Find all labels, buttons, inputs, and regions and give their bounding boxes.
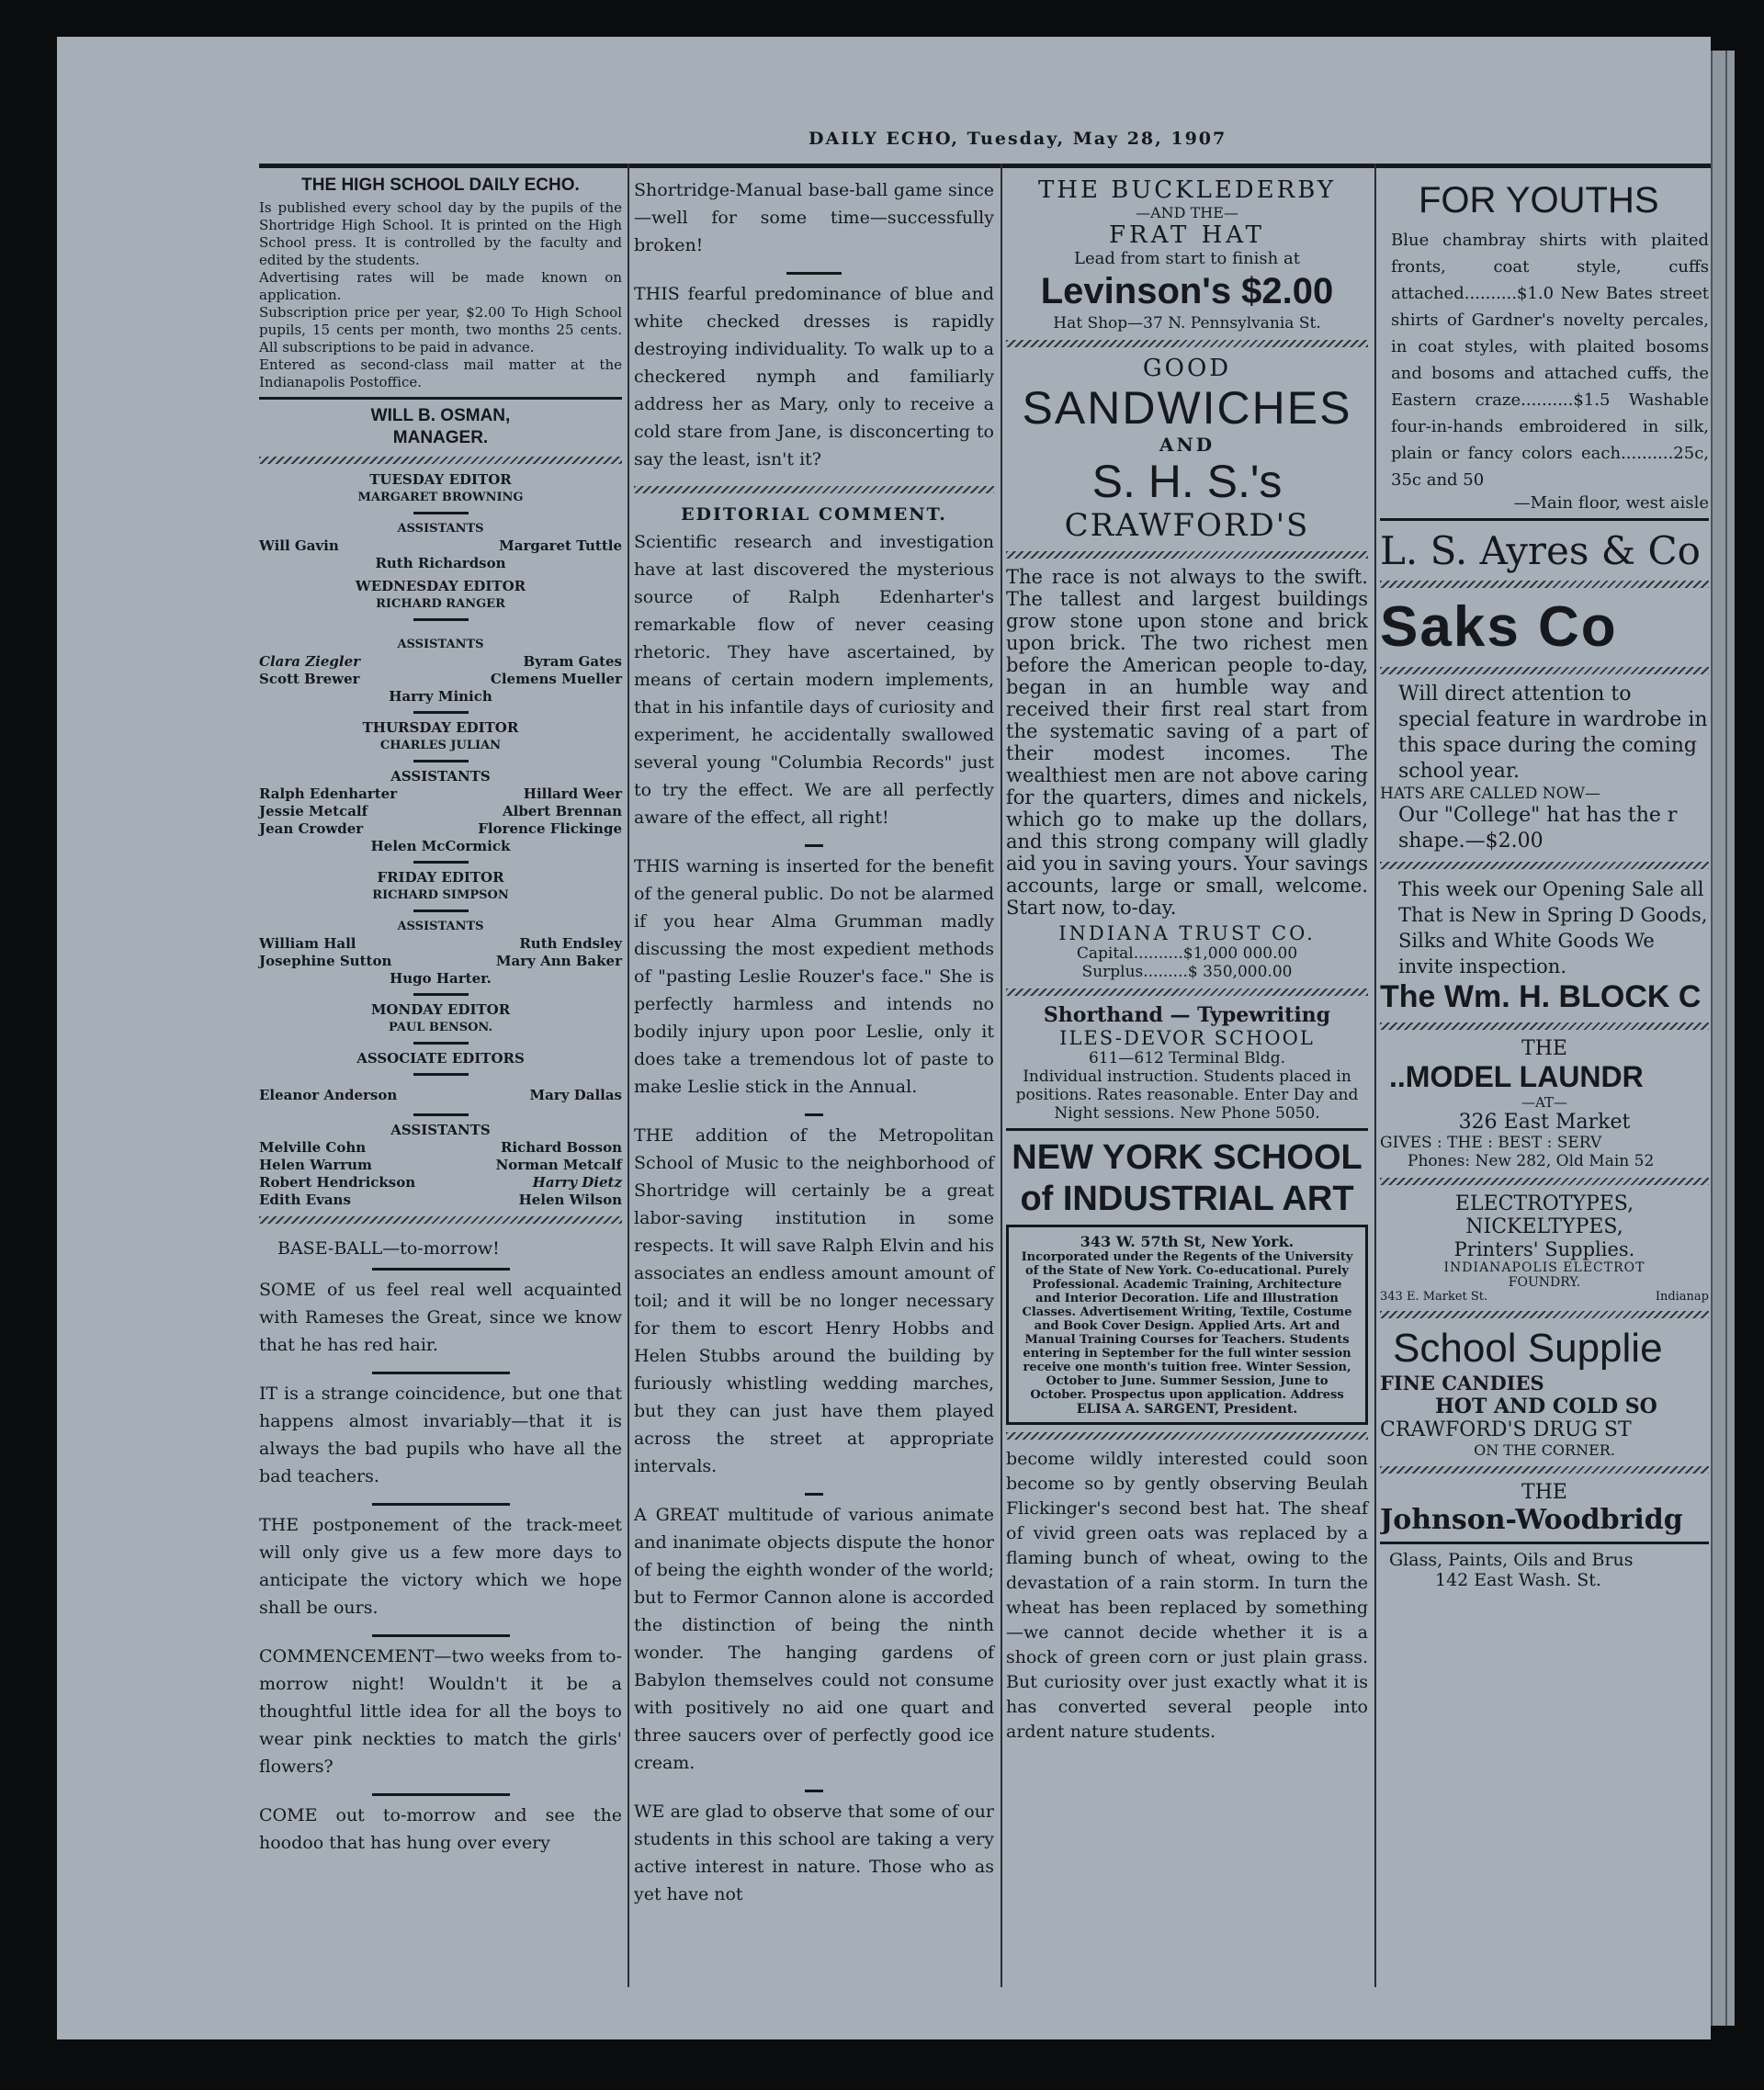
- divider: [1006, 989, 1368, 996]
- ad-text: ELECTROTYPES,: [1454, 1192, 1634, 1215]
- ad-title: S. H. S.'s: [1091, 456, 1283, 507]
- divider: [372, 1634, 510, 1637]
- ad-text: 326 East Market: [1458, 1111, 1631, 1134]
- column-3: [1006, 176, 1368, 1757]
- staff-name: Edith Evans: [259, 1192, 351, 1208]
- editor-name: CHARLES JULIAN: [379, 739, 502, 752]
- ad-title: Saks Co: [1380, 595, 1618, 659]
- staff-name: Clara Ziegler: [259, 653, 361, 670]
- divider: [1380, 1542, 1709, 1544]
- ad-title: INDIANA TRUST CO.: [1058, 922, 1316, 944]
- ad-text: THE: [1521, 1481, 1567, 1504]
- ad-text: Glass, Paints, Oils and Brus: [1389, 1550, 1634, 1570]
- column-4: [1380, 176, 1709, 1590]
- ad-title: THE BUCKLEDERBY: [1037, 176, 1337, 204]
- paragraph: A GREAT multitude of various animate and inanimate objects dispute the honor of being the eighth wonder of the world; but to Fermor Cannon alone is accorded the distinction of being the ninth wonder. The hanging gardens of Babylon themselves could not consume with positively no aid one quart and three saucers over of perfectly good ice cream.: [634, 1505, 994, 1773]
- assistants-heading: ASSISTANTS: [397, 920, 484, 933]
- staff-name: Mary Ann Baker: [495, 953, 622, 969]
- staff-name: Norman Metcalf: [495, 1157, 622, 1173]
- ad-text: —Main floor, west aisle: [1513, 493, 1709, 513]
- staff-name: Harry Dietz: [532, 1174, 622, 1191]
- divider: [805, 1790, 823, 1792]
- divider: [805, 1113, 823, 1116]
- ad-text: FINE CANDIES: [1380, 1372, 1544, 1395]
- divider: [413, 993, 469, 996]
- staff-name: Melville Cohn: [259, 1139, 367, 1156]
- staff-name: Robert Hendrickson: [259, 1174, 416, 1191]
- ad-title: FOR YOUTHS: [1419, 180, 1659, 220]
- ad-text: Surplus.........$ 350,000.00: [1081, 963, 1293, 981]
- page-edge: [1725, 51, 1735, 2026]
- divider: [259, 1216, 622, 1224]
- divider: [413, 1073, 469, 1076]
- paragraph: SOME of us feel real well acquainted with Rameses the Great, since we know that he has red hair.: [259, 1280, 622, 1355]
- paragraph: Shortridge-Manual base-ball game since—well for some time—successfully broken!: [634, 180, 994, 255]
- divider: [372, 1372, 510, 1374]
- ad-title: NEW YORK SCHOOL: [1012, 1138, 1363, 1177]
- ad-text: INDIANAPOLIS ELECTROT: [1443, 1260, 1645, 1275]
- divider: [413, 618, 469, 621]
- staff-name: Ruth Richardson: [375, 555, 506, 571]
- ad-text: THE: [1521, 1037, 1567, 1060]
- divider: [372, 1268, 510, 1271]
- staff-title: THE HIGH SCHOOL DAILY ECHO.: [301, 175, 580, 195]
- divider: [372, 1503, 510, 1506]
- column-1: [259, 176, 622, 1870]
- staff-name: Will Gavin: [259, 537, 339, 554]
- monday-editor-heading: MONDAY EDITOR: [370, 1001, 511, 1018]
- editorial-heading: EDITORIAL COMMENT.: [681, 504, 947, 525]
- ad-text: HATS ARE CALLED NOW—: [1380, 785, 1601, 803]
- divider: [1380, 581, 1709, 588]
- advert-text: Advertising rates will be made known on application.: [259, 269, 622, 303]
- ad-title: SANDWICHES: [1022, 382, 1352, 434]
- ad-text: GOOD: [1142, 355, 1232, 382]
- ad-text: NICKELTYPES,: [1465, 1215, 1623, 1238]
- ad-title: FRAT HAT: [1109, 221, 1265, 249]
- entered-text: Entered as second-class mail matter at the Indianapolis Postoffice.: [259, 356, 622, 390]
- divider: [413, 861, 469, 864]
- paragraph: THIS fearful predominance of blue and white checked dresses is rapidly destroying individuality. To walk up to a checkered nymph and familiarly address her as Mary, only to receive a cold stare from Jane, is disconcerting to say the least, isn't it?: [634, 284, 994, 469]
- column-2: [634, 176, 994, 1921]
- baseball-note: BASE-BALL—to-morrow!: [277, 1238, 500, 1259]
- manager-name: WILL B. OSMAN,: [370, 406, 511, 425]
- ad-text: Will direct attention to special feature in wardrobe in this space during the coming school year.: [1398, 683, 1708, 783]
- ad-title: School Supplie: [1393, 1326, 1663, 1371]
- ad-text: Our "College" hat has the r shape.—$2.00: [1398, 804, 1678, 853]
- ad-title: Johnson-Woodbridg: [1380, 1504, 1683, 1536]
- subscription-text: Subscription price per year, $2.00 To High School pupils, 15 cents per month, two months 25 cents. All subscriptions to be paid in advance.: [259, 304, 622, 356]
- ad-text: This week our Opening Sale all That is New in Spring D Goods, Silks and White Goods We invite inspection.: [1398, 878, 1708, 977]
- divider: [259, 457, 622, 464]
- ad-text: Incorporated under the Regents of the University of the State of New York. Co-educational. Purely Professional. Academic Training, Architecture and Interior Decoration. Life and Illustration Classes. Advertisement Writing, Textile, Costume and Book Cover Design. Applied Arts. Art and Manual Training Courses for Teachers. Students entering in September for the full winter session receive one month's tuition free. Winter Session, October to June. Summer Session, June to October. Prospectus upon application. Address: [1021, 1250, 1353, 1402]
- ad-text: 142 East Wash. St.: [1435, 1570, 1601, 1590]
- paragraph: IT is a strange coincidence, but one that happens almost invariably—that it is always the bad pupils who have all the bad teachers.: [259, 1384, 622, 1486]
- column-rule: [1001, 164, 1002, 1987]
- divider: [259, 397, 622, 400]
- ad-text: ON THE CORNER.: [1474, 1441, 1615, 1459]
- ad-text: Printers' Supplies.: [1453, 1238, 1635, 1260]
- divider: [1006, 340, 1368, 347]
- editor-name: MARGARET BROWNING: [357, 491, 524, 504]
- staff-name: Harry Minich: [389, 688, 492, 705]
- divider: [1006, 551, 1368, 559]
- paragraph: become wildly interested could soon become so by gently observing Beulah Flickinger's second best hat. The sheaf of vivid green oats was replaced by a flaming bunch of wheat, owing to the devastation of a rain storm. In turn the wheat has been replaced by something—we cannot decide whether it is a shock of green corn or just plain grass. But curiosity over just exactly what it is has converted several people into ardent nature students.: [1006, 1449, 1368, 1742]
- divider: [805, 1493, 823, 1496]
- divider: [372, 1793, 510, 1796]
- tuesday-editor-heading: TUESDAY EDITOR: [369, 471, 512, 488]
- top-rule: [259, 164, 1711, 168]
- manager-title: MANAGER.: [392, 428, 489, 447]
- divider: [634, 486, 994, 493]
- ad-text: Individual instruction. Students placed in positions. Rates reasonable. Enter Day and Night sessions. New Phone 5050.: [1015, 1068, 1359, 1123]
- staff-name: Florence Flickinge: [478, 820, 622, 837]
- ad-text: Indianap: [1655, 1290, 1709, 1304]
- paragraph: THE postponement of the track-meet will only give us a few more days to anticipate the victory which we hope shall be ours.: [259, 1515, 622, 1618]
- intro-text: Is published every school day by the pupils of the Shortridge High School. It is printed on the High School press. It is controlled by the faculty and edited by the students.: [259, 199, 622, 268]
- paragraph: THIS warning is inserted for the benefit of the general public. Do not be alarmed if you hear Alma Grumman madly discussing the most expedient methods of "pasting Leslie Rouzer's face." She is perfectly harmless and intends no bodily injury upon poor Leslie, only it does take a tremendous lot of paste to make Leslie stick in the Annual.: [634, 856, 994, 1097]
- ad-text: 343 W. 57th St, New York.: [1080, 1233, 1295, 1250]
- ad-text: 611—612 Terminal Bldg.: [1088, 1049, 1286, 1068]
- ad-text: —AND THE—: [1136, 204, 1238, 221]
- divider: [413, 711, 469, 714]
- staff-name: Ralph Edenharter: [259, 785, 398, 802]
- divider: [1380, 1466, 1709, 1474]
- ad-text: Phones: New 282, Old Main 52: [1408, 1152, 1655, 1170]
- divider: [805, 844, 823, 847]
- ad-text: AND: [1159, 434, 1216, 456]
- staff-name: Richard Bosson: [500, 1139, 622, 1156]
- divider: [413, 909, 469, 912]
- friday-editor-heading: FRIDAY EDITOR: [377, 869, 504, 886]
- staff-name: Helen Warrum: [259, 1157, 372, 1173]
- column-rule: [1374, 164, 1376, 1987]
- paragraph: COME out to-morrow and see the hoodoo that has hung over every: [259, 1805, 622, 1853]
- staff-name: William Hall: [259, 935, 356, 952]
- ad-text: Capital..........$1,000 000.00: [1076, 944, 1298, 963]
- assistants-heading: ASSISTANTS: [390, 768, 491, 785]
- associate-editors-heading: ASSOCIATE EDITORS: [356, 1050, 525, 1067]
- ad-title: CRAWFORD'S: [1064, 507, 1310, 544]
- editor-name: PAUL BENSON.: [389, 1021, 492, 1034]
- editor-name: RICHARD SIMPSON: [372, 888, 509, 902]
- page-edge: [1711, 51, 1725, 2026]
- staff-name: Albert Brennan: [503, 803, 622, 819]
- column-rule: [628, 164, 629, 1987]
- staff-name: Eleanor Anderson: [259, 1087, 398, 1103]
- wednesday-editor-heading: WEDNESDAY EDITOR: [355, 578, 526, 594]
- ad-text: HOT AND COLD SO: [1435, 1395, 1657, 1418]
- ad-title: The Wm. H. BLOCK C: [1380, 979, 1702, 1014]
- staff-name: Jean Crowder: [259, 820, 364, 837]
- staff-name: Hillard Weer: [523, 785, 622, 802]
- divider: [1006, 1128, 1368, 1131]
- divider: [1380, 1178, 1709, 1185]
- ad-text: FOUNDRY.: [1508, 1275, 1581, 1290]
- divider: [1380, 667, 1709, 674]
- ad-text: Lead from start to finish at: [1074, 249, 1300, 268]
- paragraph: Scientific research and investigation have at last discovered the mysterious source of Ralph Edenharter's remarkable flow of never ceasing rhetoric. They have ascertained, by means of certain modern implements, that in his infantile days of curiosity and experiment, he accidentally swallowed several young "Columbia Records" just to try the effect. We are all perfectly aware of the effect, all right!: [634, 532, 994, 828]
- ad-text: CRAWFORD'S DRUG ST: [1380, 1418, 1632, 1441]
- staff-name: Byram Gates: [523, 653, 622, 670]
- ad-text: —AT—: [1521, 1094, 1568, 1111]
- divider: [1380, 1022, 1709, 1030]
- ad-title: Levinson's $2.00: [1040, 271, 1334, 311]
- ad-text: 343 E. Market St.: [1380, 1290, 1488, 1304]
- staff-name: Clemens Mueller: [490, 671, 622, 687]
- divider: [413, 760, 469, 763]
- masthead: DAILY ECHO, Tuesday, May 28, 1907: [808, 129, 1227, 149]
- ad-text: ELISA A. SARGENT, President.: [1076, 1402, 1298, 1417]
- staff-name: Helen Wilson: [518, 1192, 622, 1208]
- ad-text: Hat Shop—37 N. Pennsylvania St.: [1053, 314, 1321, 333]
- staff-name: Mary Dallas: [529, 1087, 622, 1103]
- assistants-heading: ASSISTANTS: [397, 638, 484, 651]
- divider: [1380, 518, 1709, 521]
- divider: [786, 272, 842, 275]
- divider: [1380, 1311, 1709, 1318]
- ad-title: of INDUSTRIAL ART: [1020, 1180, 1354, 1218]
- ad-text: GIVES : THE : BEST : SERV: [1380, 1134, 1602, 1152]
- staff-name: Jessie Metcalf: [259, 803, 368, 819]
- ad-title: ILES-DEVOR SCHOOL: [1059, 1027, 1315, 1049]
- assistants-heading: ASSISTANTS: [397, 522, 484, 536]
- staff-name: Scott Brewer: [259, 671, 360, 687]
- ad-text: Blue chambray shirts with plaited fronts, coat style, cuffs attached..........$1.0 New Bates street shirts of Gardner's novelty percales, in coat styles, with plaited bosoms and bosoms and attached cuffs, the Eastern craze..........$1.5 Washable four-in-hands embroidered in silk, plain or fancy colors each..........25c, 35c and 50: [1391, 231, 1709, 490]
- thursday-editor-heading: THURSDAY EDITOR: [362, 719, 519, 736]
- editor-name: RICHARD RANGER: [376, 597, 505, 611]
- divider: [413, 1042, 469, 1045]
- staff-name: Ruth Endsley: [519, 935, 622, 952]
- paragraph: COMMENCEMENT—two weeks from to-morrow night! Wouldn't it be a thoughtful little idea for all the boys to wear pink neckties to match the girls' flowers?: [259, 1646, 622, 1777]
- divider: [1380, 862, 1709, 869]
- divider: [1006, 1432, 1368, 1440]
- paragraph: THE addition of the Metropolitan School of Music to the neighborhood of Shortridge will certainly be a great labor-saving institution in some respects. It will save Ralph Elvin and his associates an endless amount amount of toil; and it will be no longer necessary for them to escort Henry Hobbs and Helen Stubbs around the building by furiously whistling wedding marches, but they can just have them played across the street at appropriate intervals.: [634, 1125, 994, 1476]
- bank-ad-text: The race is not always to the swift. The tallest and largest buildings grow stone upon stone and brick upon brick. The two richest men before the American people to-day, began in an humble way and received their first real start from the systematic saving of a part of their modest incomes. The wealthiest men are not above caring for the quarters, dimes and nickels, which go to make up the dollars, and this strong company will gladly aid you in saving yours. Your savings accounts, large or small, welcome. Start now, to-day.: [1006, 566, 1368, 919]
- staff-name: Helen McCormick: [370, 838, 511, 854]
- staff-name: Margaret Tuttle: [499, 537, 622, 554]
- ad-title: L. S. Ayres & Co: [1380, 528, 1701, 573]
- staff-name: Hugo Harter.: [390, 970, 492, 987]
- staff-name: Josephine Sutton: [259, 953, 392, 969]
- paragraph: WE are glad to observe that some of our students in this school are taking a very active interest in nature. Those who as yet have not: [634, 1802, 994, 1904]
- divider: [413, 512, 469, 514]
- ad-title: Shorthand — Typewriting: [1043, 1003, 1331, 1027]
- ad-title: ..MODEL LAUNDR: [1389, 1060, 1644, 1093]
- assistants-heading: ASSISTANTS: [390, 1122, 491, 1138]
- divider: [413, 1113, 469, 1116]
